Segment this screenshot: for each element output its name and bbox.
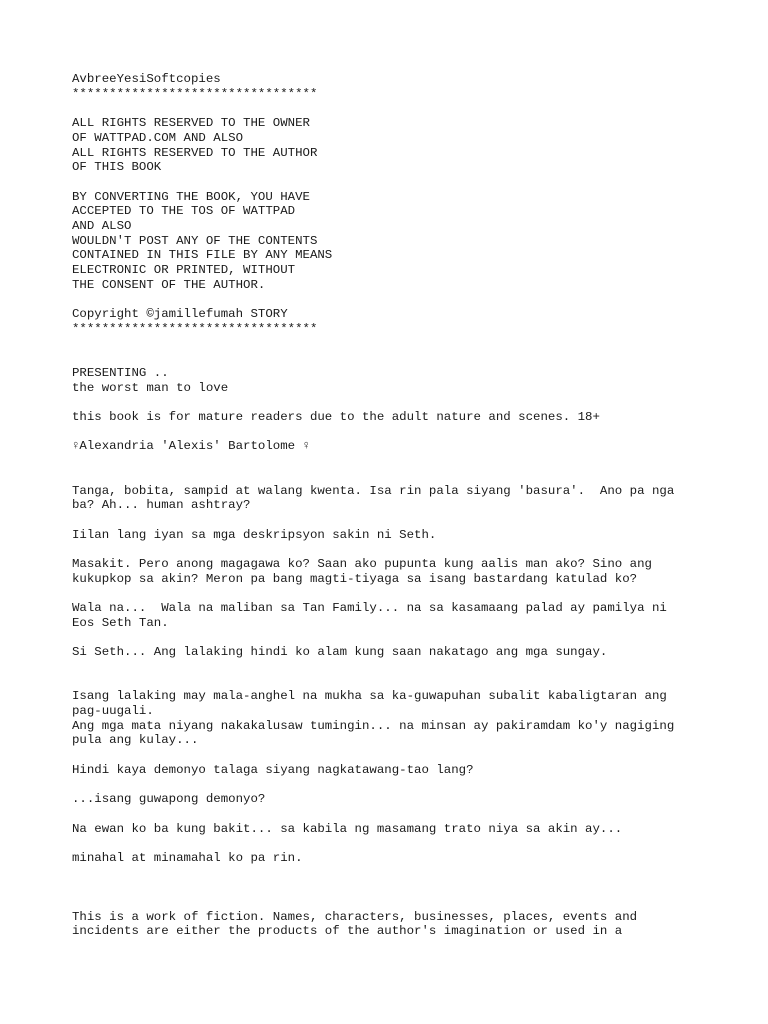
copyright-line: Copyright ©jamillefumah STORY (72, 307, 288, 322)
book-title: the worst man to love (72, 380, 229, 395)
story-line: Na ewan ko ba kung bakit... sa kabila ng masamang trato niya sa akin ay... (72, 821, 623, 836)
spacer (72, 351, 732, 366)
rights-line: ALL RIGHTS RESERVED TO THE AUTHOR (72, 145, 318, 160)
terms-line: ELECTRONIC OR PRINTED, WITHOUT (72, 263, 296, 278)
spacer (72, 337, 732, 352)
story-line: Si Seth... Ang lalaking hindi ko alam kung saan nakatago ang mga sungay. (72, 645, 608, 660)
spacer (72, 395, 732, 410)
rights-line: OF THIS BOOK (72, 160, 162, 175)
terms-line: THE CONSENT OF THE AUTHOR. (72, 277, 266, 292)
terms-line: BY CONVERTING THE BOOK, YOU HAVE (72, 189, 310, 204)
spacer (72, 748, 732, 763)
story-line: Wala na... Wala na maliban sa Tan Family... na sa kasamaang palad ay pamilya ni (72, 601, 667, 616)
spacer (72, 866, 732, 881)
mature-warning: this book is for mature readers due to the adult nature and scenes. 18+ (72, 410, 600, 425)
source-line: AvbreeYesiSoftcopies (72, 72, 221, 86)
story-line: ba? Ah... human ashtray? (72, 498, 251, 513)
terms-line: CONTAINED IN THIS FILE BY ANY MEANS (72, 248, 333, 263)
story-line: ...isang guwapong demonyo? (72, 792, 266, 807)
story-line: Hindi kaya demonyo talaga siyang nagkatawang-tao lang? (72, 762, 474, 777)
spacer (72, 880, 732, 895)
document-page (72, 72, 732, 939)
spacer (72, 660, 732, 675)
asterisk-rule: ********************************* (72, 321, 318, 336)
story-line: Ang mga mata niyang nakakalusaw tumingin... na minsan ay pakiramdam ko'y nagiging (72, 718, 675, 733)
asterisk-rule: ********************************* (72, 86, 318, 101)
spacer (72, 293, 732, 308)
spacer (72, 425, 732, 440)
rights-line: ALL RIGHTS RESERVED TO THE OWNER (72, 116, 310, 131)
story-line: Masakit. Pero anong magagawa ko? Saan ako pupunta kung aalis man ako? Sino ang (72, 557, 652, 572)
presenting-line: PRESENTING .. (72, 365, 169, 380)
spacer (72, 513, 732, 528)
spacer (72, 542, 732, 557)
disclaimer-line: incidents are either the products of the author's imagination or used in a (72, 924, 623, 939)
spacer (72, 175, 732, 190)
story-line: pag-uugali. (72, 704, 154, 718)
spacer (72, 778, 732, 793)
story-line: Tanga, bobita, sampid at walang kwenta. Isa rin pala siyang 'basura'. Ano pa nga (72, 483, 675, 498)
narrator-heading: ♀Alexandria 'Alexis' Bartolome ♀ (72, 439, 310, 454)
spacer (72, 454, 732, 469)
spacer (72, 101, 732, 116)
story-line: kukupkop sa akin? Meron pa bang magti-tiyaga sa isang bastardang katulad ko? (72, 571, 638, 586)
spacer (72, 586, 732, 601)
spacer (72, 836, 732, 851)
story-line: Eos Seth Tan. (72, 615, 169, 630)
terms-line: WOULDN'T POST ANY OF THE CONTENTS (72, 233, 318, 248)
story-line: Iilan lang iyan sa mga deskripsyon sakin ni Seth. (72, 527, 437, 542)
story-line: minahal at minamahal ko pa rin. (72, 850, 303, 865)
spacer (72, 675, 732, 690)
spacer (72, 807, 732, 822)
story-line: Isang lalaking may mala-anghel na mukha sa ka-guwapuhan subalit kabaligtaran ang (72, 689, 667, 704)
disclaimer-line: This is a work of fiction. Names, characters, businesses, places, events and (72, 909, 638, 924)
rights-line: OF WATTPAD.COM AND ALSO (72, 130, 244, 145)
spacer (72, 895, 732, 910)
story-line: pula ang kulay... (72, 733, 199, 748)
terms-line: AND ALSO (72, 219, 132, 233)
spacer (72, 631, 732, 646)
terms-line: ACCEPTED TO THE TOS OF WATTPAD (72, 204, 296, 219)
spacer (72, 469, 732, 484)
